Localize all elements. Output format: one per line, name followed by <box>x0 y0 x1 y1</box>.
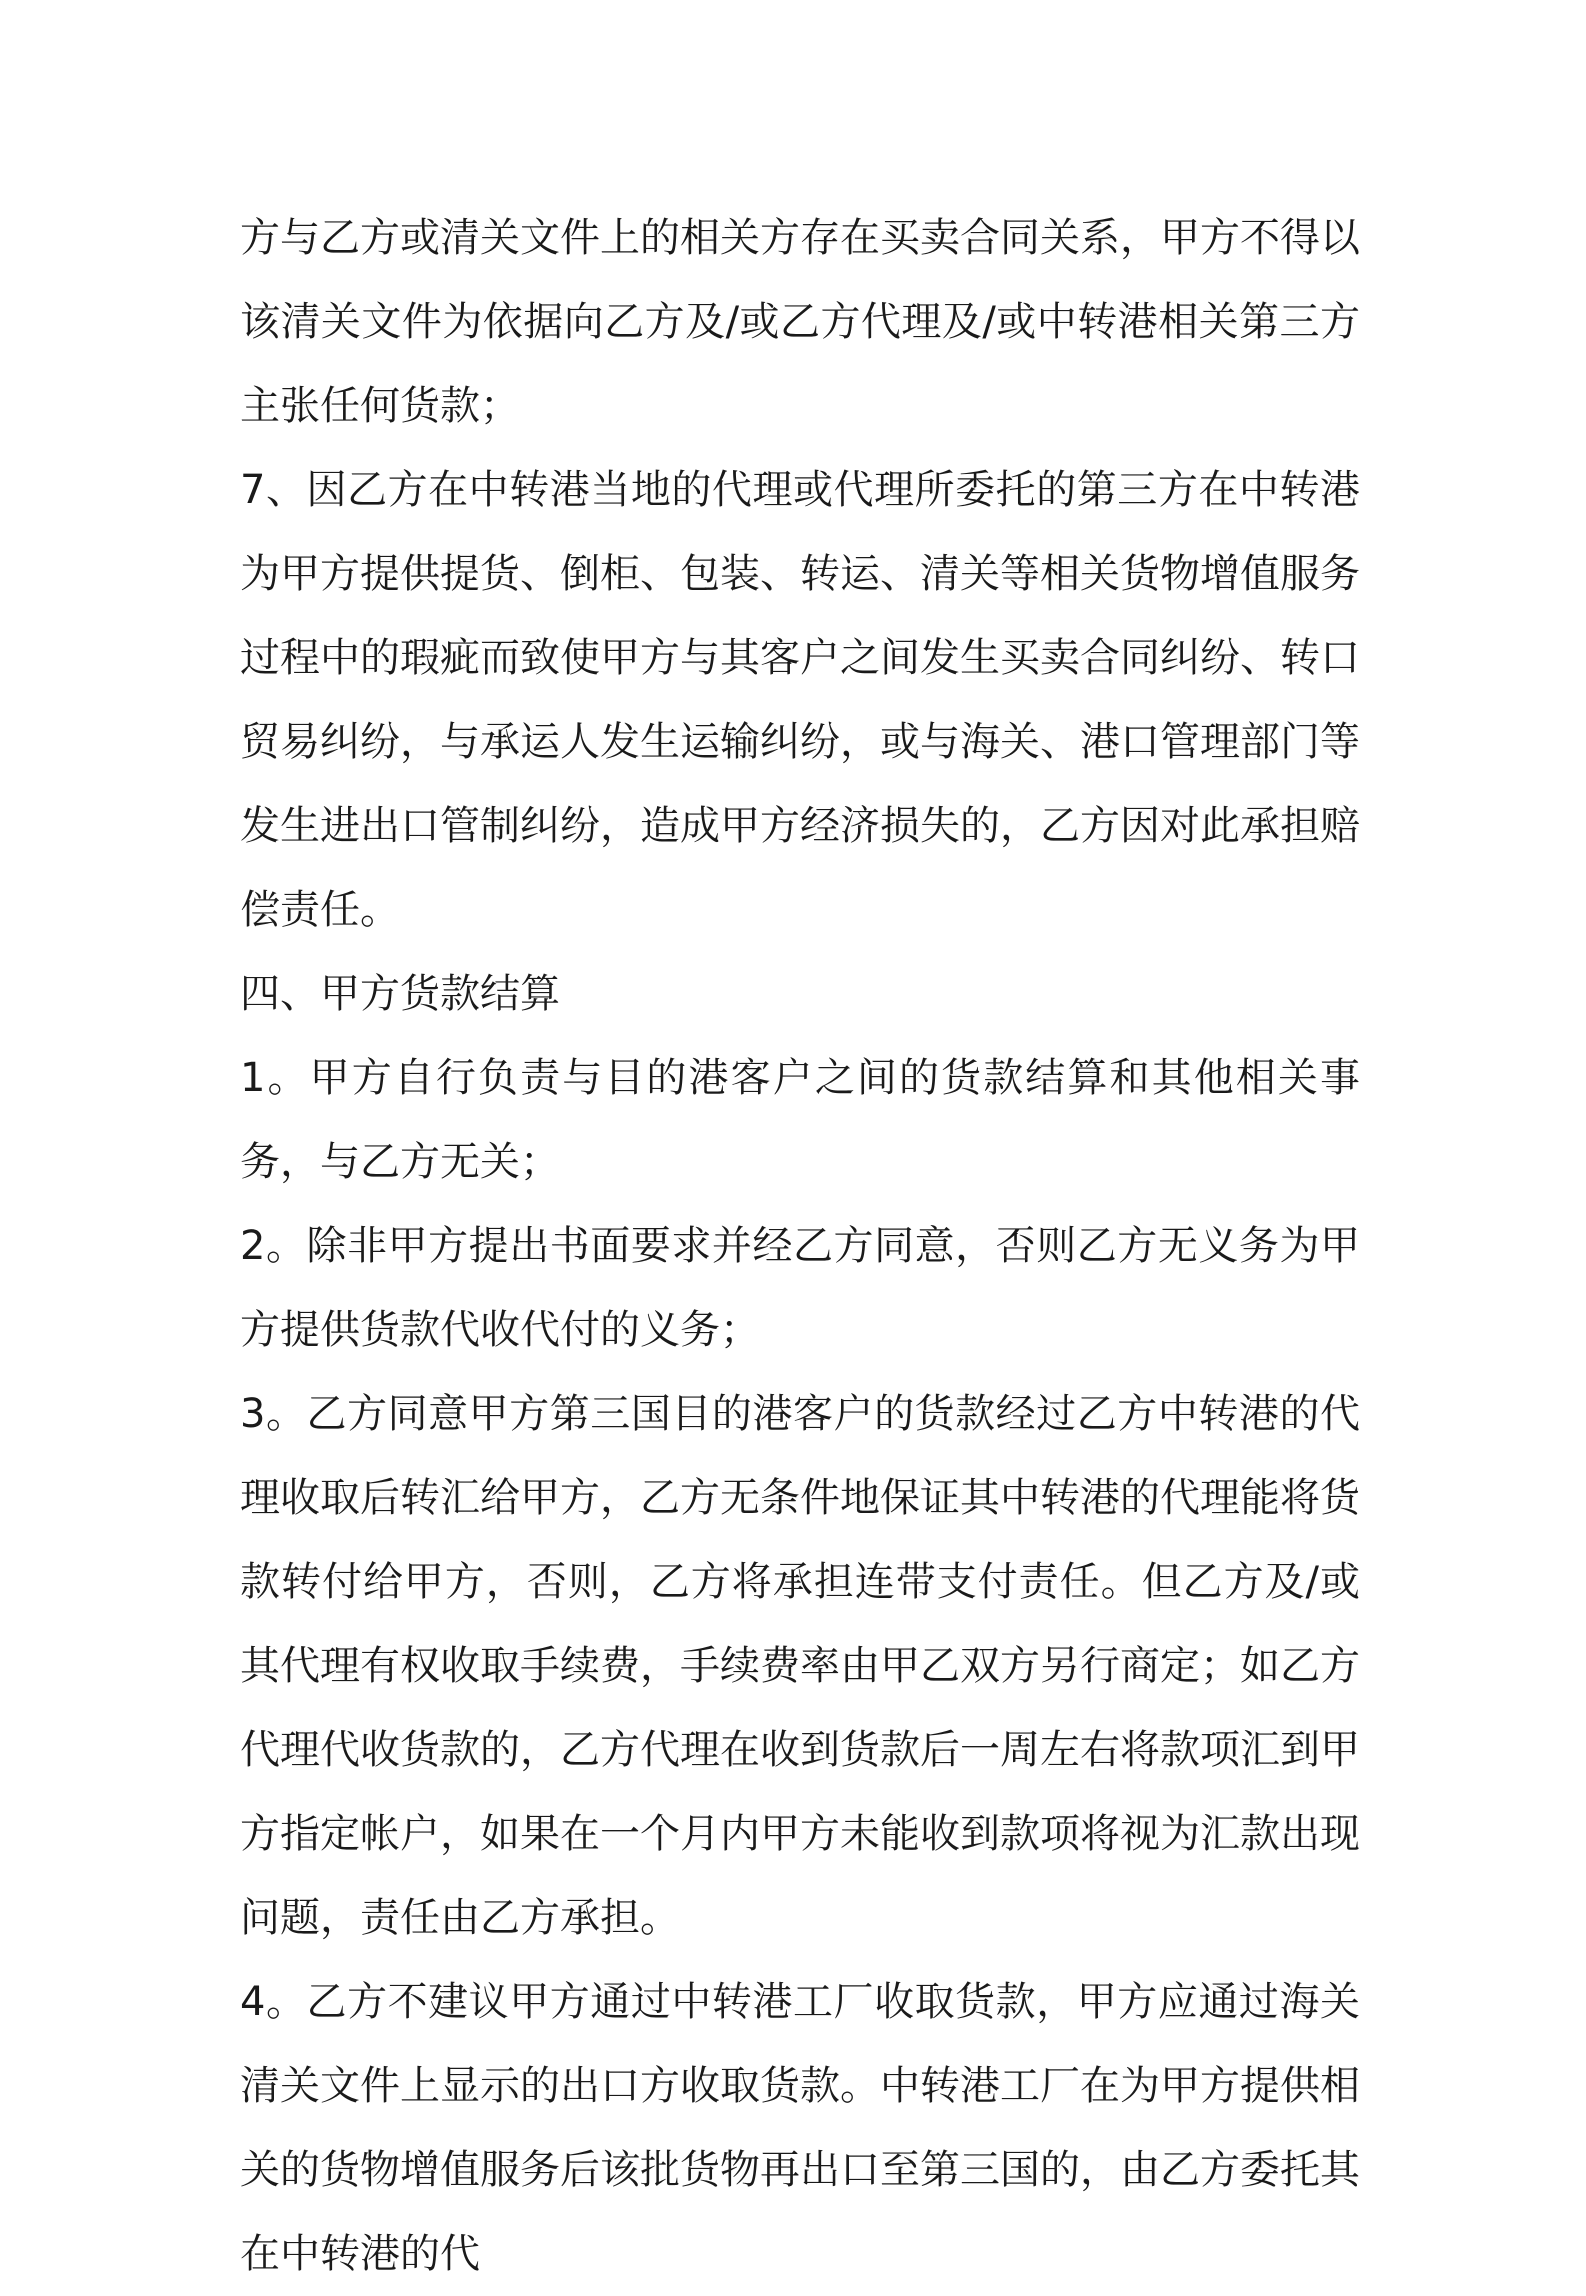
paragraph-item-2: 2。除非甲方提出书面要求并经乙方同意，否则乙方无义务为甲方提供货款代收代付的义务； <box>240 1223 1360 1353</box>
paragraph-item-1: 1。甲方自行负责与目的港客户之间的货款结算和其他相关事务，与乙方无关； <box>240 1055 1360 1185</box>
section-heading-4: 四、甲方货款结算 <box>240 971 560 1017</box>
document-body <box>240 196 1360 2296</box>
paragraph-clause-7: 7、因乙方在中转港当地的代理或代理所委托的第三方在中转港为甲方提供提货、倒柜、包装、转运、清关等相关货物增值服务过程中的瑕疵而致使甲方与其客户之间发生买卖合同纠纷、转口贸易纠纷，与承运人发生运输纠纷，或与海关、港口管理部门等发生进出口管制纠纷，造成甲方经济损失的，乙方因对此承担赔偿责任。 <box>240 467 1360 933</box>
paragraph-item-4: 4。乙方不建议甲方通过中转港工厂收取货款，甲方应通过海关清关文件上显示的出口方收取货款。中转港工厂在为甲方提供相关的货物增值服务后该批货物再出口至第三国的，由乙方委托其在中转港的代 <box>240 1979 1360 2277</box>
paragraph-continuation: 方与乙方或清关文件上的相关方存在买卖合同关系，甲方不得以该清关文件为依据向乙方及/或乙方代理及/或中转港相关第三方主张任何货款； <box>240 215 1360 429</box>
paragraph-item-3: 3。乙方同意甲方第三国目的港客户的货款经过乙方中转港的代理收取后转汇给甲方，乙方无条件地保证其中转港的代理能将货款转付给甲方，否则，乙方将承担连带支付责任。但乙方及/或其代理有权收取手续费，手续费率由甲乙双方另行商定；如乙方代理代收货款的，乙方代理在收到货款后一周左右将款项汇到甲方指定帐户，如果在一个月内甲方未能收到款项将视为汇款出现问题，责任由乙方承担。 <box>240 1391 1360 1941</box>
